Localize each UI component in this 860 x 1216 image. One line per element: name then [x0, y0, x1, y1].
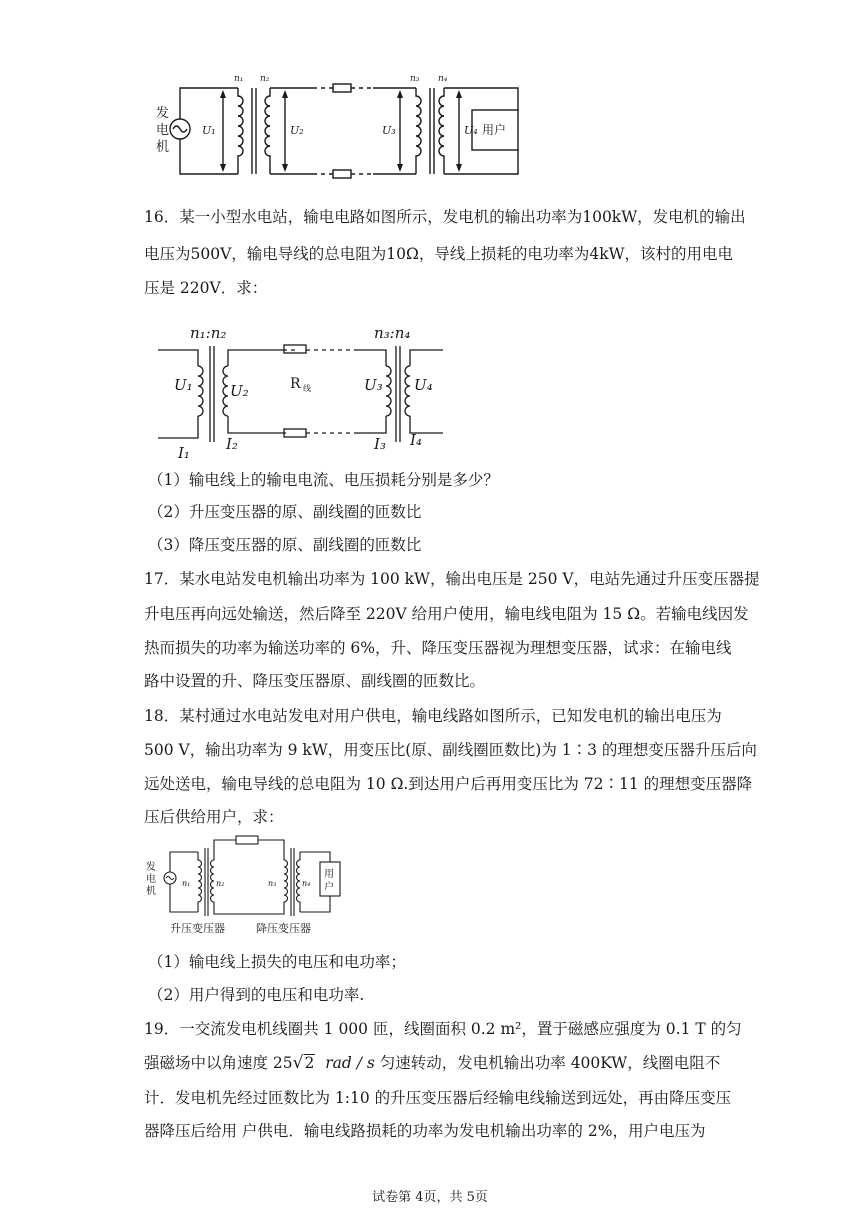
label-n2: n₂: [216, 879, 225, 888]
step-down-label: 降压变压器: [256, 922, 311, 935]
user-label: 用户: [482, 123, 507, 137]
gen-label-1: 发: [146, 862, 156, 873]
angular-unit: rad / s: [325, 1054, 375, 1072]
q18-sub-2: （2）用户得到的电压和电功率.: [148, 986, 365, 1004]
ratio-n1-n2: n₁:n₂: [190, 324, 227, 342]
q19-line-3: 计．发电机先经过匝数比为 1:10 的升压变压器后经输电线输送到远处，再由降压变压: [144, 1089, 732, 1107]
q16-line-1: 16．某一小型水电站，输电电路如图所示，发电机的输出功率为100kW，发电机的输出: [144, 208, 746, 226]
q17-line-3: 热而损失的功率为输送功率的 6%，升、降压变压器视为理想变压器，试求：在输电线: [144, 639, 732, 657]
q19-line-2-part-b: 匀速转动，发电机输出功率 400KW，线圈电阻不: [374, 1054, 721, 1072]
gen-label-2: 电: [146, 874, 156, 885]
label-n4: n₄: [302, 879, 311, 888]
q19-line-4: 器降压后给用 户供电．输电线路损耗的功率为发电机输出功率的 2%，用户电压为: [144, 1122, 706, 1140]
circuit-diagram-1: [148, 70, 528, 185]
label-n4: n₄: [438, 74, 448, 84]
page-footer: 试卷第 4页，共 5页: [372, 1190, 488, 1205]
q17-line-1: 17．某水电站发电机输出功率为 100 kW，输出电压是 250 V，电站先通过升压变压器提: [144, 570, 760, 588]
ratio-n3-n4: n₃:n₄: [374, 324, 411, 342]
q18-line-2: 500 V，输出功率为 9 kW，用变压比(原、副线圈匝数比)为 1∶3 的理想变压器升压后向: [144, 741, 757, 759]
q18-line-4: 压后供给用户，求：: [144, 808, 284, 826]
label-n3: n₃: [410, 74, 420, 84]
label-u4: U₄: [464, 124, 478, 137]
q18-sub-1: （1）输电线上损失的电压和电功率；: [148, 953, 406, 971]
label-u3: U₃: [382, 124, 396, 137]
q17-line-2: 升电压再向远处输送，然后降至 220V 给用户使用，输电线电阻为 15 Ω。若输电线因发: [144, 605, 749, 623]
q16-line-3: 压是 220V．求：: [144, 279, 268, 297]
circuit-diagram-2: [158, 318, 458, 463]
q16-sub-1: （1）输电线上的输电电流、电压损耗分别是多少？: [148, 471, 499, 489]
step-up-label: 升压变压器: [170, 922, 225, 935]
q16-sub-2: （2）升压变压器的原、副线圈的匝数比: [148, 503, 422, 521]
generator-label-1: 发: [156, 106, 170, 121]
generator-label-2: 电: [156, 123, 170, 138]
label-r-line-sub: 线: [303, 384, 311, 393]
label-i1: I₁: [178, 444, 190, 462]
label-u2: U₂: [290, 124, 304, 137]
q19-line-1: 19．一交流发电机线圈共 1 000 匝，线圈面积 0.2 m²，置于磁感应强度为 0.1 T 的匀: [144, 1020, 742, 1038]
label-u1: U₁: [202, 124, 216, 137]
label-i2: I₂: [226, 435, 238, 453]
user-label-2: 户: [324, 882, 334, 893]
label-n1: n₁: [234, 74, 244, 84]
q19-line-2-part-a: 强磁场中以角速度 25: [144, 1054, 293, 1072]
q16-sub-3: （3）降压变压器的原、副线圈的匝数比: [148, 536, 422, 554]
q17-line-4: 路中设置的升、降压变压器原、副线圈的匝数比。: [144, 672, 486, 690]
label-r-line: R: [290, 376, 301, 392]
q19-line-2: 强磁场中以角速度 25√2 rad / s 匀速转动，发电机输出功率 400KW，线圈电阻不: [144, 1053, 721, 1073]
q18-line-3: 远处送电，输电导线的总电阻为 10 Ω.到达用户后再用变压比为 72∶11 的理想变压器降: [144, 775, 753, 793]
label-n2: n₂: [260, 74, 270, 84]
label-u2: U₂: [230, 382, 249, 400]
q16-line-2: 电压为500V，输电导线的总电阻为10Ω，导线上损耗的电功率为4kW，该村的用电电: [144, 245, 734, 263]
q18-line-1: 18．某村通过水电站发电对用户供电，输电线路如图所示，已知发电机的输出电压为: [144, 707, 722, 725]
label-u3: U₃: [364, 376, 383, 394]
sqrt-radicand: 2: [304, 1054, 315, 1072]
user-label-1: 用: [324, 869, 334, 880]
label-i3: I₃: [374, 435, 386, 453]
generator-label-3: 机: [156, 140, 170, 155]
label-u1: U₁: [174, 376, 193, 394]
label-n3: n₃: [268, 879, 277, 888]
gen-label-3: 机: [146, 886, 156, 897]
label-i4: I₄: [410, 431, 422, 449]
circuit-diagram-3: [144, 834, 344, 939]
label-u4: U₄: [414, 376, 433, 394]
label-n1: n₁: [182, 879, 191, 888]
